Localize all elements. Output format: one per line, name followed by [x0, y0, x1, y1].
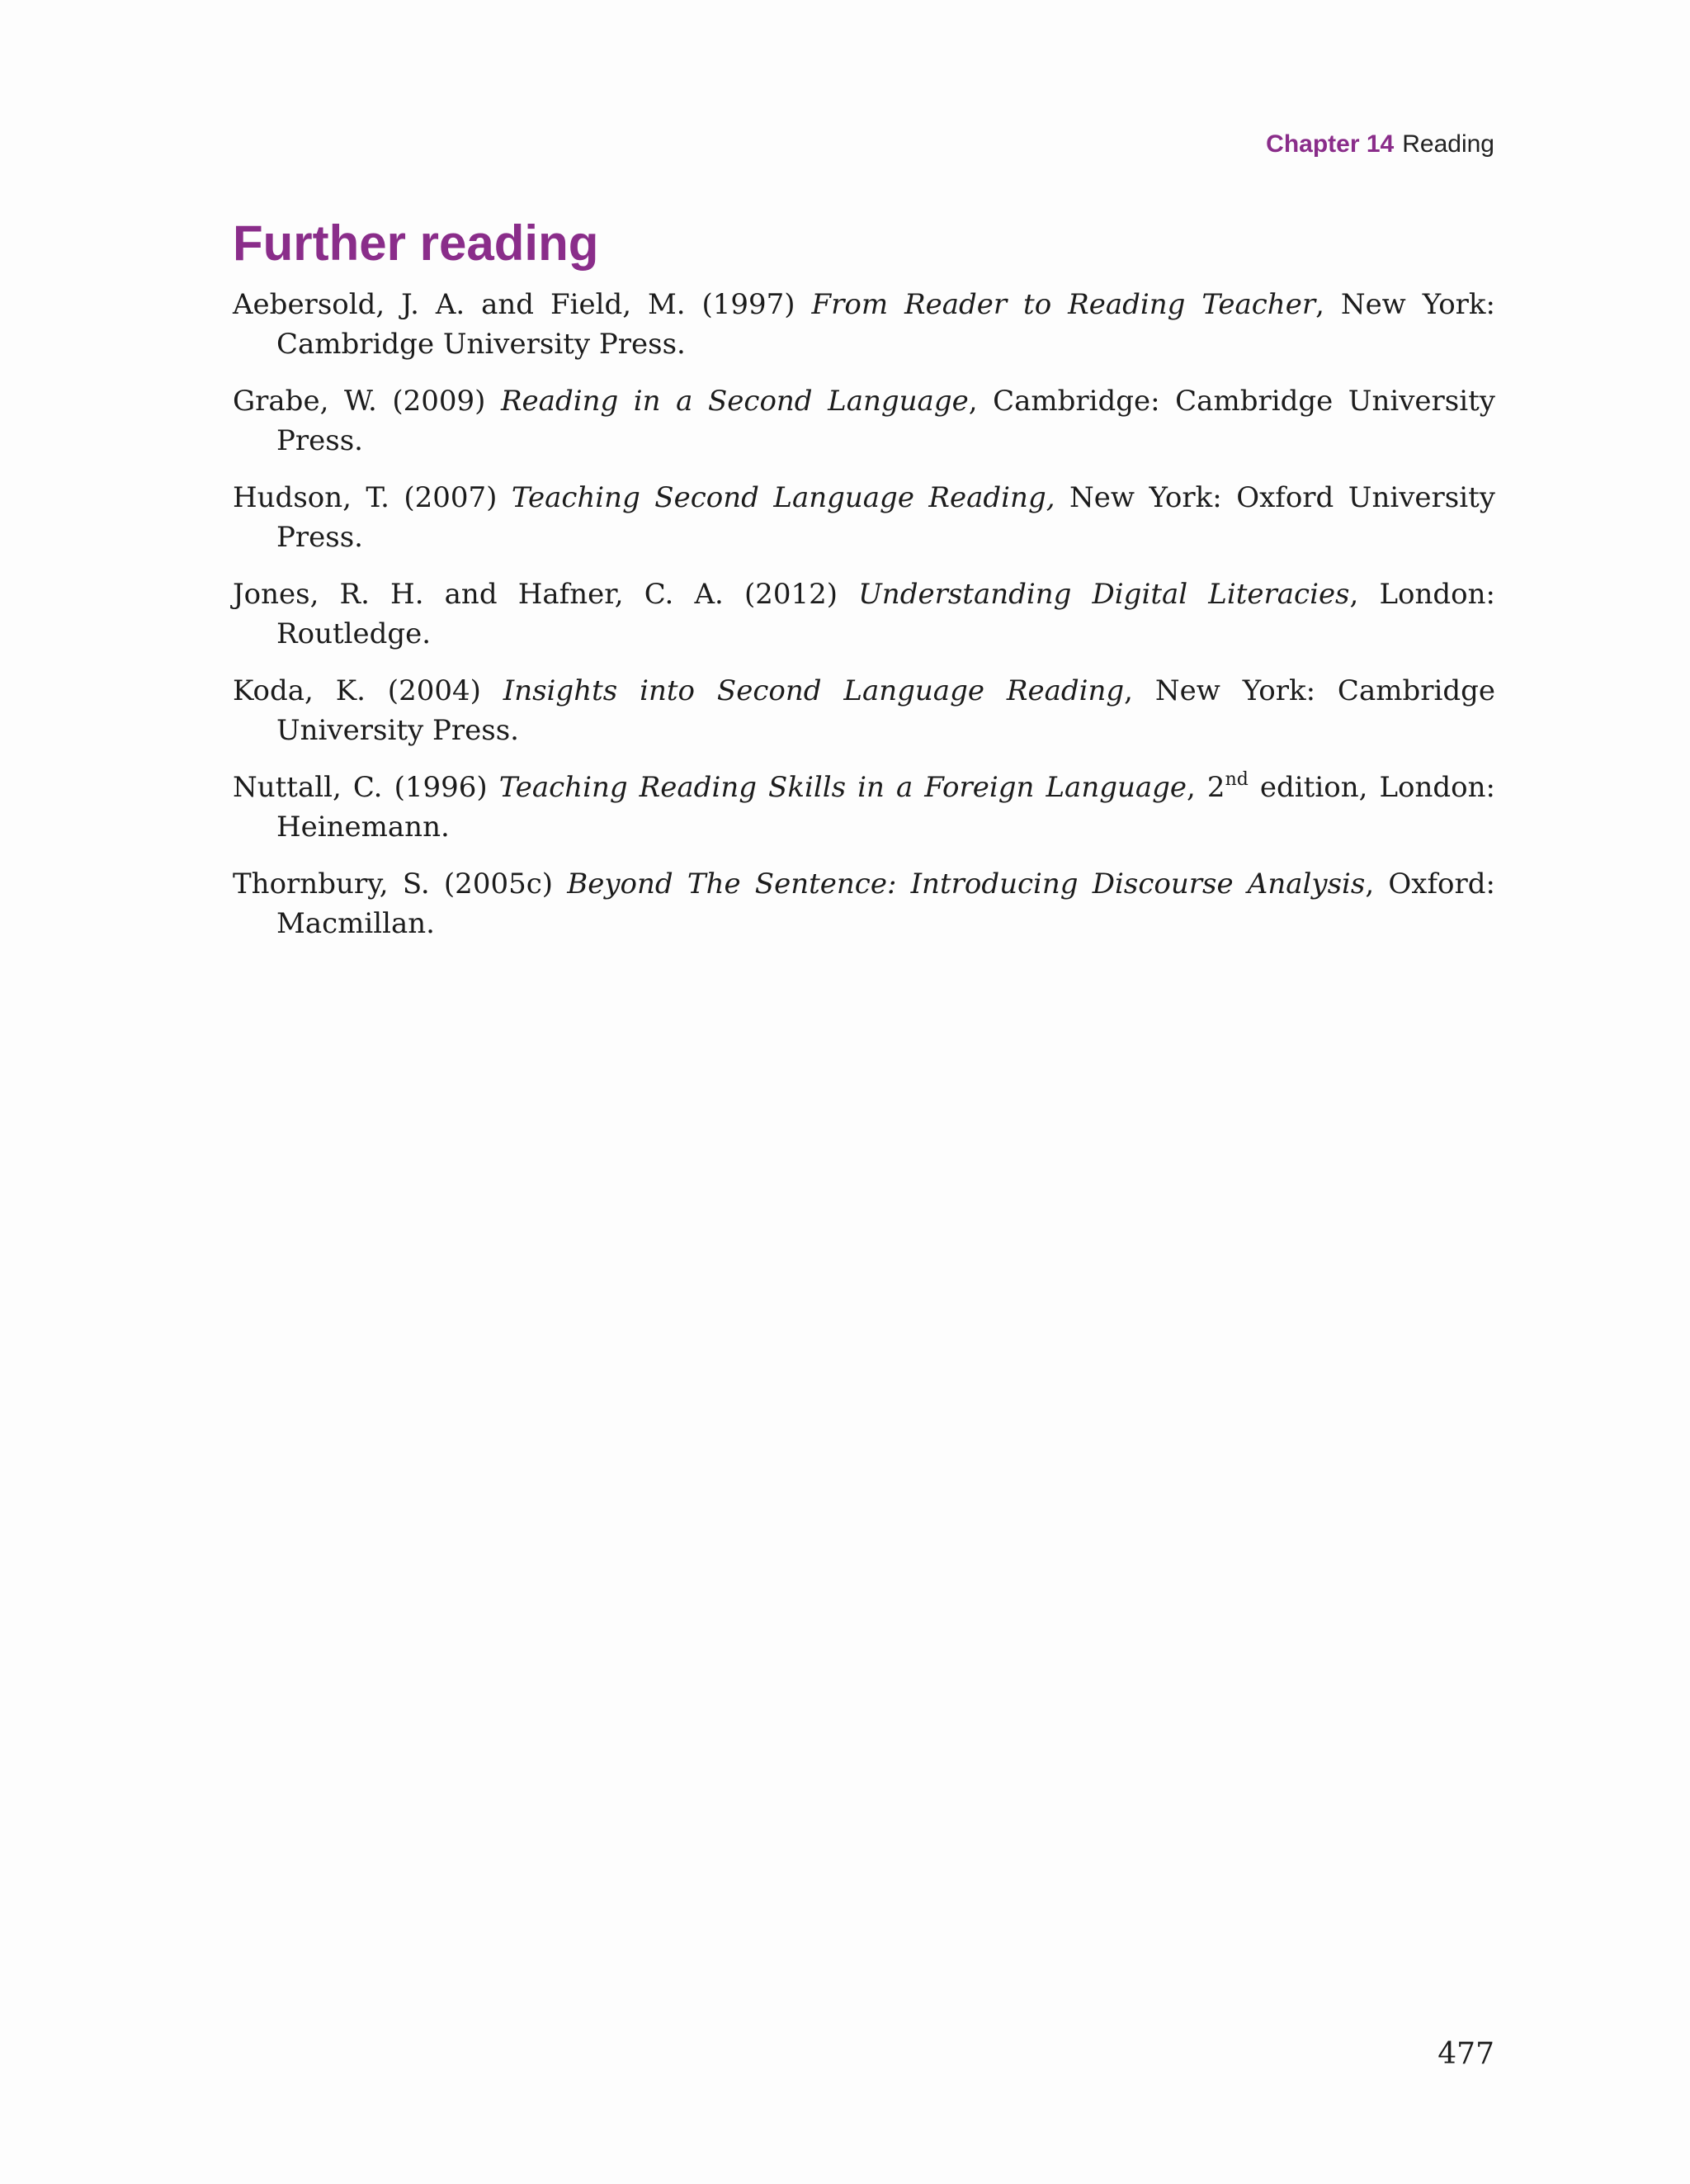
reference-publisher: , London: Routledge.: [276, 578, 1495, 650]
reference-publisher: , New York: Cambridge University Press.: [276, 288, 1495, 361]
reference-publisher: New York: Oxford University Press.: [276, 481, 1495, 554]
running-head-chapter: Chapter 14: [1266, 130, 1395, 158]
reference-publisher: , Cambridge: Cambridge University Press.: [276, 385, 1495, 457]
reference-title: Teaching Second Language Reading,: [511, 481, 1055, 514]
reference-edition-superscript: nd: [1225, 769, 1249, 790]
reference-item: [233, 864, 1495, 943]
reference-publisher: edition, London: Heinemann.: [276, 771, 1496, 844]
reference-title: Teaching Reading Skills in a Foreign Language: [498, 771, 1187, 804]
page-number: 477: [1437, 2037, 1494, 2071]
reference-title: Insights into Second Language Reading: [503, 674, 1125, 707]
reference-author-year: Grabe, W. (2009): [233, 385, 501, 418]
reference-publisher: , New York: Cambridge University Press.: [276, 674, 1495, 747]
reference-author-year: Aebersold, J. A. and Field, M. (1997): [233, 288, 812, 321]
reference-author-year: Nuttall, C. (1996): [233, 771, 499, 804]
running-head-section: Reading: [1402, 130, 1494, 158]
reference-author-year: Thornbury, S. (2005c): [233, 867, 568, 901]
reference-list: [233, 285, 1495, 961]
reference-item: [233, 381, 1495, 461]
reference-item: [233, 285, 1495, 364]
reference-author-year: Koda, K. (2004): [233, 674, 503, 707]
reference-item: [233, 671, 1495, 750]
running-head: [1266, 128, 1494, 161]
reference-title: Beyond The Sentence: Introducing Discourse Analysis: [567, 867, 1366, 901]
reference-edition: , 2: [1187, 771, 1225, 804]
reference-title: Understanding Digital Literacies: [858, 578, 1350, 611]
reference-item: [233, 574, 1495, 654]
reference-item: [233, 768, 1495, 847]
reference-publisher: , Oxford: Macmillan.: [276, 867, 1495, 940]
reference-author-year: Hudson, T. (2007): [233, 481, 512, 514]
reference-item: [233, 478, 1495, 557]
section-heading: Further reading: [233, 215, 599, 271]
reference-author-year: Jones, R. H. and Hafner, C. A. (2012): [233, 578, 859, 611]
reference-title: Reading in a Second Language: [500, 385, 969, 418]
reference-title: From Reader to Reading Teacher: [811, 288, 1316, 321]
